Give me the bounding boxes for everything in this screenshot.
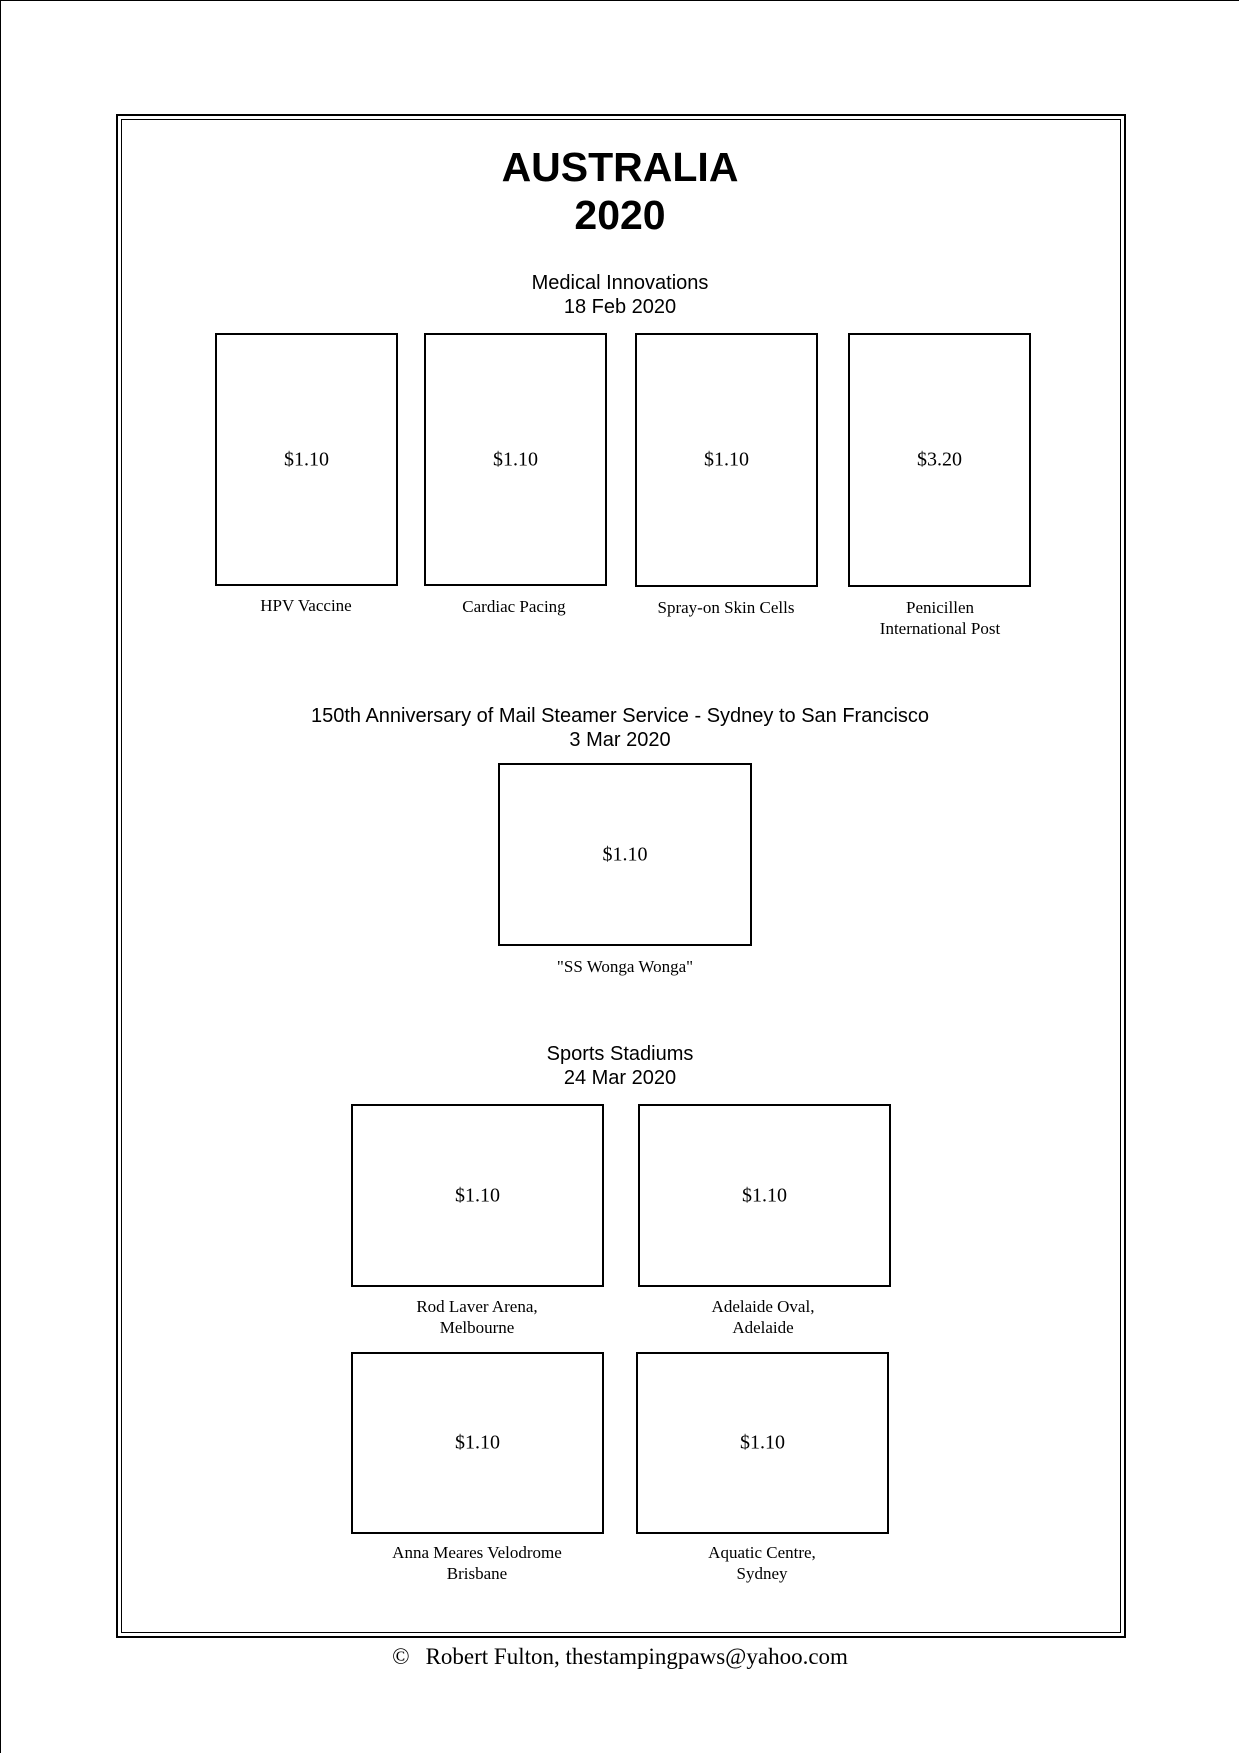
section-date-medical: 18 Feb 2020 — [563, 296, 677, 318]
stamp-caption-spray-on-skin-cells: Spray-on Skin Cells — [657, 598, 795, 617]
copyright-text: Robert Fulton, thestampingpaws@yahoo.com — [425, 1644, 848, 1669]
section-date-sports-stadiums: 24 Mar 2020 — [563, 1067, 677, 1089]
stamp-caption-anna-meares-velodrome: Anna Meares Velodrome Brisbane — [392, 1543, 562, 1583]
stamp-space-hpv-vaccine — [215, 333, 398, 586]
page-title-country: AUSTRALIA — [501, 144, 739, 190]
stamp-caption-rod-laver-arena: Rod Laver Arena, Melbourne — [416, 1297, 538, 1337]
copyright-footer — [0, 1643, 1240, 1671]
stamp-value: $1.10 — [284, 448, 329, 470]
stamp-caption-penicillin: Penicillen International Post — [879, 598, 1001, 638]
stamp-space-adelaide-oval — [638, 1104, 891, 1287]
stamp-space-cardiac-pacing — [424, 333, 607, 586]
page-title-year: 2020 — [574, 192, 666, 238]
stamp-value: $1.10 — [704, 448, 749, 471]
stamp-space-spray-on-skin-cells — [635, 333, 818, 587]
section-title-mail-steamer: 150th Anniversary of Mail Steamer Service - Sydney to San Francisco — [310, 705, 930, 727]
stamp-caption-ss-wonga-wonga: "SS Wonga Wonga" — [556, 957, 694, 976]
stamp-value: $1.10 — [742, 1184, 787, 1206]
stamp-space-ss-wonga-wonga — [498, 763, 752, 946]
copyright-symbol: © — [392, 1644, 410, 1669]
section-title-medical: Medical Innovations — [531, 272, 709, 294]
stamp-value: $3.20 — [917, 448, 962, 471]
stamp-value: $1.10 — [740, 1431, 785, 1454]
stamp-space-rod-laver-arena — [351, 1104, 604, 1287]
section-date-mail-steamer: 3 Mar 2020 — [569, 729, 671, 751]
stamp-caption-adelaide-oval: Adelaide Oval, Adelaide — [711, 1297, 815, 1337]
section-title-sports-stadiums: Sports Stadiums — [546, 1043, 694, 1065]
stamp-caption-hpv-vaccine: HPV Vaccine — [260, 596, 352, 615]
stamp-caption-aquatic-centre: Aquatic Centre, Sydney — [708, 1543, 816, 1583]
stamp-caption-cardiac-pacing: Cardiac Pacing — [462, 597, 566, 616]
stamp-space-aquatic-centre — [636, 1352, 889, 1534]
stamp-value: $1.10 — [602, 843, 648, 865]
stamp-space-penicillin — [848, 333, 1031, 587]
stamp-value: $1.10 — [493, 448, 538, 470]
stamp-value: $1.10 — [455, 1184, 500, 1206]
stamp-space-anna-meares-velodrome — [351, 1352, 604, 1534]
stamp-value: $1.10 — [455, 1431, 500, 1454]
